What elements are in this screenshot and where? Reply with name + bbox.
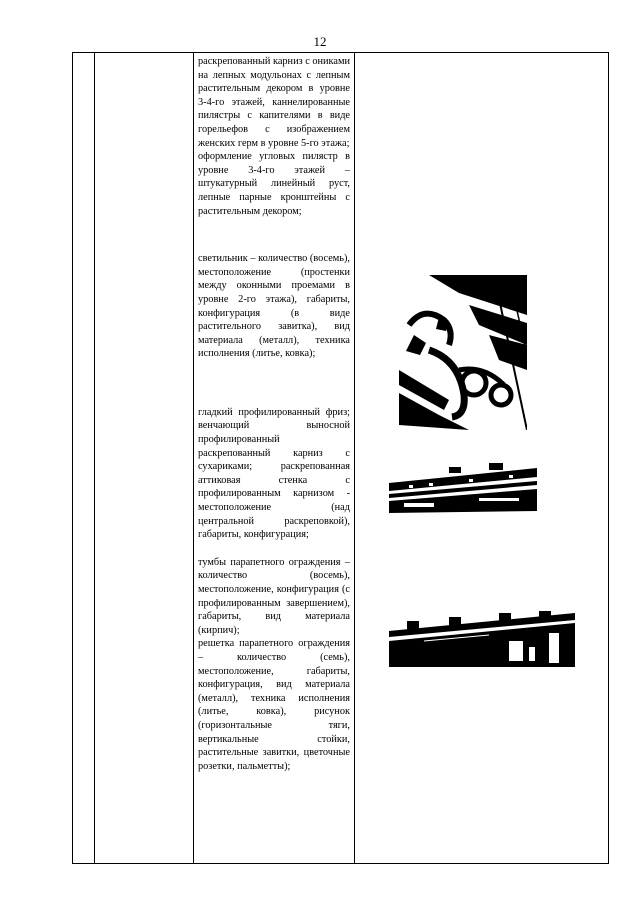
paragraph-lamp: светильник – количество (восемь), местоположение (простенки между оконными проемами в уровне 2-го этажа), габариты, конфигурация (в виде растительного завитка), вид материала (металл), техника исполнения (литье, ковка);	[198, 253, 350, 360]
paragraph-frieze: гладкий профилированный фриз; венчающий выносной профилированный раскрепованный карниз с сухариками; раскрепованная аттиковая стенка с профилированным карнизом - местоположение (над центральной раскреповкой), габариты, конфигурация;	[198, 406, 350, 541]
page-number: 12	[313, 34, 327, 49]
number-cell	[73, 53, 95, 864]
parapet-photo-icon	[389, 611, 575, 667]
paragraph-parapet-grille: решетка парапетного ограждения – количество (семь), местоположение, габариты, конфигурация, вид материала (металл), техника исполнения (литье, ковка), рисунок (горизонтальные тяги, вертикальные стойки, растительные завитки, цветочные розетки, пальметты);	[198, 638, 350, 772]
cornice-photo-icon	[389, 463, 537, 513]
photo-cell	[355, 53, 609, 864]
elements-table	[72, 52, 609, 864]
paragraph-corner-pilasters: оформление угловых пилястр в уровне 3-4-го этажей – штукатурный линейный руст, лепные парные кронштейны с растительным декором;	[198, 151, 350, 217]
name-cell	[95, 53, 194, 864]
paragraph-cornice: раскрепованный карниз с ониками на лепных модульонах с лепным растительным декором в уровне 3-4-го этажей, каннелированные пилястры с капителями в виде горельефов с изображением женских герм в уровне 5-го этажа;	[198, 56, 350, 149]
lamp-photo-icon	[399, 275, 527, 430]
paragraph-parapet-posts: тумбы парапетного ограждения – количество (восемь), местоположение, конфигурация (с профилированным завершением), габариты, вид материала (кирпич);	[198, 556, 350, 636]
description-cell	[194, 53, 355, 864]
table-row	[73, 53, 609, 864]
